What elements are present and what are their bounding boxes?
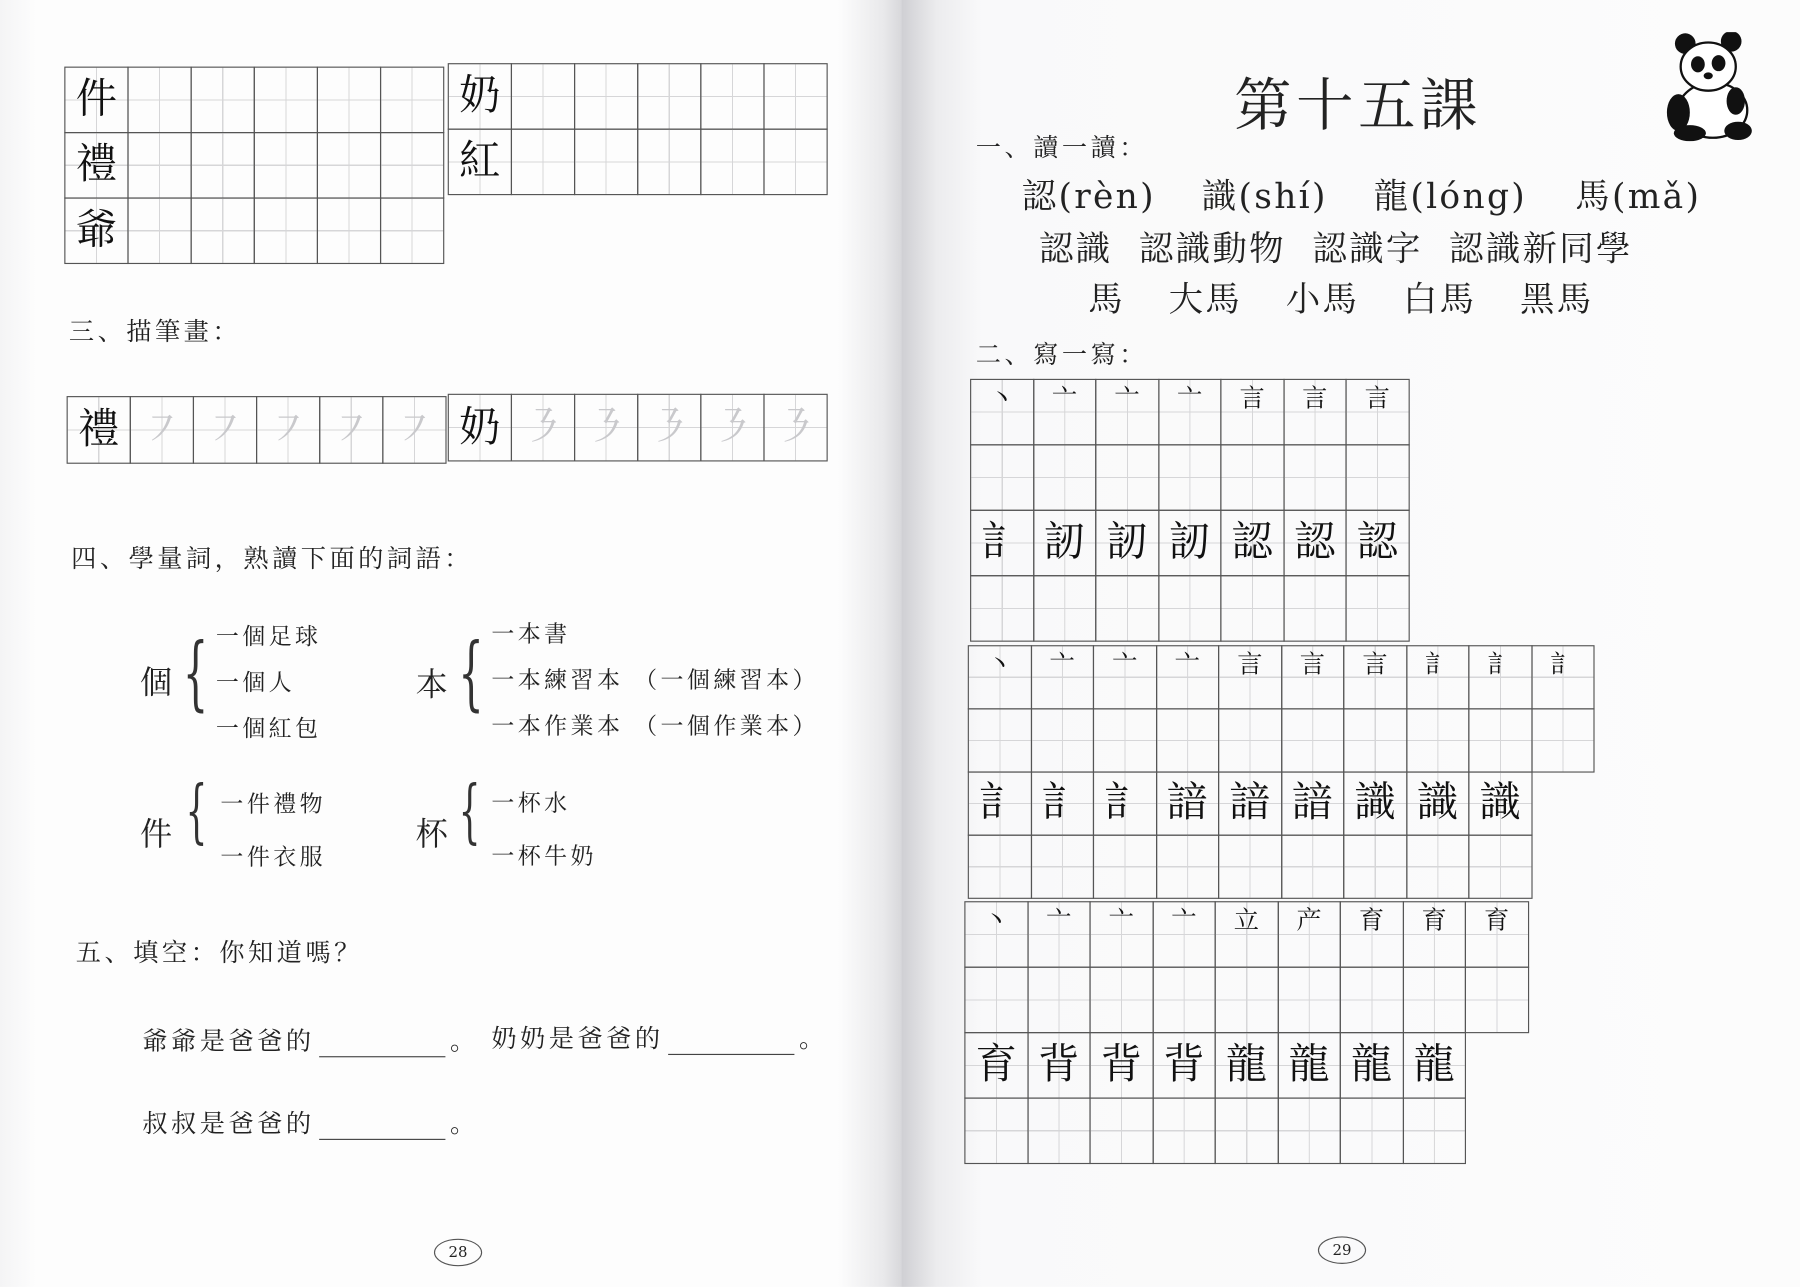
writing-cell[interactable]: [1283, 575, 1347, 642]
writing-cell[interactable]: [1033, 575, 1097, 642]
fill-blank-3: [142, 1104, 478, 1140]
word-item: 認識動物: [1138, 229, 1286, 270]
character-cell: 訒: [1095, 510, 1159, 577]
character-cell: 奶: [448, 394, 512, 462]
writing-cell[interactable]: [1277, 967, 1341, 1034]
writing-cell[interactable]: [1340, 967, 1404, 1034]
writing-cell[interactable]: [1220, 575, 1284, 642]
character-cell: 亠: [1027, 901, 1091, 968]
grid-row: [964, 1032, 1527, 1097]
right-page: [901, 0, 1800, 1287]
writing-cell[interactable]: [763, 63, 827, 130]
writing-cell[interactable]: [1095, 444, 1159, 511]
word-item: 認識新同學: [1449, 229, 1633, 270]
trace-row-a: [67, 396, 446, 463]
writing-cell[interactable]: [1406, 708, 1470, 772]
writing-cell[interactable]: [1089, 1097, 1153, 1164]
character-cell: 言: [1283, 379, 1347, 446]
character-cell: 背: [1152, 1032, 1216, 1099]
writing-cell[interactable]: [1095, 575, 1159, 642]
answer-blank[interactable]: [319, 1116, 445, 1140]
writing-cell[interactable]: [1218, 708, 1282, 772]
grid-row: [970, 575, 1408, 640]
character-cell: 亠: [1089, 901, 1153, 968]
brace-icon: {: [182, 625, 209, 720]
character-cell: 認: [1283, 510, 1347, 577]
section2-heading: 二、寫一寫：: [975, 340, 1149, 370]
character-cell: 背: [1089, 1032, 1153, 1099]
word-item: 黑馬: [1519, 280, 1594, 321]
character-cell: ㇇: [319, 396, 383, 464]
writing-cell[interactable]: [1343, 708, 1407, 772]
writing-cell[interactable]: [1027, 967, 1091, 1034]
writing-cell[interactable]: [127, 197, 191, 264]
grid-row: [968, 708, 1594, 771]
prompt: 叔叔是爸爸的: [142, 1110, 315, 1139]
writing-cell[interactable]: [1465, 967, 1529, 1034]
writing-cell[interactable]: [1215, 967, 1279, 1034]
character-cell: 龍: [1215, 1032, 1279, 1099]
measure-word: 件: [140, 815, 175, 853]
writing-cell[interactable]: [1220, 444, 1284, 511]
prompt: 奶奶是爸爸的: [491, 1025, 664, 1054]
character-cell: 件: [64, 67, 128, 134]
writing-cell[interactable]: [317, 132, 381, 199]
writing-cell[interactable]: [1402, 1097, 1466, 1164]
writing-cell[interactable]: [1468, 708, 1532, 772]
writing-cell[interactable]: [1218, 835, 1282, 899]
brace-icon: {: [458, 625, 484, 720]
writing-cell[interactable]: [1155, 835, 1219, 899]
word-item: 小馬: [1285, 280, 1360, 321]
grid-row: [64, 67, 443, 132]
writing-cell[interactable]: [191, 197, 255, 264]
character-cell: 言: [1343, 645, 1407, 709]
character-cell: 諳: [1218, 771, 1282, 835]
writing-cell[interactable]: [574, 129, 638, 196]
writing-cell[interactable]: [1281, 708, 1345, 772]
writing-cell[interactable]: [1406, 835, 1470, 899]
writing-cell[interactable]: [317, 67, 381, 134]
character-cell: 亠: [1095, 379, 1159, 446]
brace-icon: {: [185, 771, 208, 852]
writing-cell[interactable]: [127, 67, 191, 134]
grid-row: [64, 132, 443, 197]
character-cell: 奶: [448, 63, 512, 130]
writing-cell[interactable]: [1152, 1097, 1216, 1164]
stroke-block-2: [968, 645, 1594, 898]
writing-cell[interactable]: [1531, 708, 1595, 772]
section4-heading: 四、學量詞，熟讀下面的詞語：: [71, 545, 473, 574]
page-number: 29: [1318, 1236, 1366, 1264]
character-cell: 諳: [1281, 771, 1345, 835]
character-cell: 亠: [1152, 901, 1216, 968]
period: 。: [450, 1027, 479, 1057]
writing-cell[interactable]: [1033, 444, 1097, 511]
character-cell: 認: [1345, 510, 1409, 577]
fill-blank-2: [491, 1019, 827, 1055]
practice-grid-b: [448, 63, 827, 194]
writing-cell[interactable]: [1158, 575, 1222, 642]
grid-row: [970, 444, 1408, 509]
character-cell: 言: [1220, 379, 1284, 446]
writing-cell[interactable]: [964, 1097, 1028, 1164]
panda-icon: [1665, 32, 1759, 141]
word-item: 白馬: [1402, 280, 1477, 321]
pinyin-line: [1022, 168, 1702, 219]
character-cell: ㇋: [763, 394, 827, 462]
grid-row: [448, 63, 827, 128]
grid-row: [964, 901, 1527, 966]
pinyin-item: 龍(lóng): [1373, 176, 1528, 217]
section1-heading: 一、讀一讀：: [975, 134, 1149, 164]
writing-cell[interactable]: [254, 67, 318, 134]
character-cell: 龍: [1340, 1032, 1404, 1099]
character-cell: 言: [1218, 645, 1282, 709]
character-cell: 亠: [1033, 379, 1097, 446]
stroke-block-3: [964, 901, 1527, 1163]
character-cell: 訒: [1158, 510, 1222, 577]
grid-row: [64, 197, 443, 262]
character-cell: 龍: [1277, 1032, 1341, 1099]
grid-row: [970, 379, 1408, 444]
writing-cell[interactable]: [380, 197, 444, 264]
list-item: 一個足球: [215, 622, 322, 650]
writing-cell[interactable]: [968, 835, 1032, 899]
grid-row: [448, 394, 827, 461]
writing-cell[interactable]: [574, 63, 638, 130]
practice-grid-a: [64, 67, 443, 263]
character-cell: 丶: [964, 901, 1028, 968]
writing-cell[interactable]: [968, 708, 1032, 772]
writing-cell[interactable]: [970, 444, 1034, 511]
character-cell: ㇇: [382, 396, 446, 464]
character-cell: 言: [1345, 379, 1409, 446]
list-item: 一個人: [215, 668, 296, 696]
writing-cell[interactable]: [1277, 1097, 1341, 1164]
character-cell: 訁: [1406, 645, 1470, 709]
list-item: 一本作業本 （一個作業本）: [491, 711, 819, 740]
list-item: 一件禮物: [220, 789, 327, 818]
list-item: 一本書: [491, 619, 571, 648]
character-cell: 認: [1220, 510, 1284, 577]
list-item: 一件衣服: [220, 842, 327, 871]
writing-cell[interactable]: [637, 63, 701, 130]
writing-cell[interactable]: [1215, 1097, 1279, 1164]
character-cell: 訁: [970, 510, 1034, 577]
writing-cell[interactable]: [511, 63, 575, 130]
character-cell: 識: [1406, 771, 1470, 835]
period: 。: [799, 1025, 828, 1054]
character-cell: 紅: [448, 129, 512, 196]
character-cell: 育: [964, 1032, 1028, 1099]
writing-cell[interactable]: [191, 132, 255, 199]
writing-cell[interactable]: [964, 967, 1028, 1034]
character-cell: 亠: [1030, 645, 1094, 709]
trace-row-b: [448, 394, 827, 461]
character-cell: ㇋: [574, 394, 638, 462]
character-cell: 丶: [968, 645, 1032, 709]
writing-cell[interactable]: [1089, 967, 1153, 1034]
writing-cell[interactable]: [1155, 708, 1219, 772]
lesson-title: 第十五課: [1234, 72, 1483, 139]
words-line-1: [1039, 220, 1633, 271]
writing-cell[interactable]: [254, 197, 318, 264]
character-cell: 言: [1281, 645, 1345, 709]
character-cell: 亠: [1155, 645, 1219, 709]
words-line-2: [1088, 271, 1593, 322]
character-cell: 訒: [1033, 510, 1097, 577]
writing-cell[interactable]: [763, 129, 827, 196]
measure-word: 本: [415, 665, 451, 704]
character-cell: ㇋: [511, 394, 575, 462]
character-cell: 亠: [1093, 645, 1157, 709]
character-cell: 丶: [970, 379, 1034, 446]
writing-cell[interactable]: [1343, 835, 1407, 899]
character-cell: 亠: [1158, 379, 1222, 446]
writing-cell[interactable]: [1345, 444, 1409, 511]
character-cell: 育: [1402, 901, 1466, 968]
character-cell: 訁: [1093, 771, 1157, 835]
writing-cell[interactable]: [637, 129, 701, 196]
writing-cell[interactable]: [1093, 835, 1157, 899]
section5-heading: 五、填空：你知道嗎？: [75, 939, 363, 968]
list-item: 一杯牛奶: [491, 841, 597, 870]
page-number: 28: [434, 1239, 482, 1267]
character-cell: 立: [1215, 901, 1279, 968]
grid-row: [448, 129, 827, 194]
grid-row: [968, 835, 1594, 898]
character-cell: ㇋: [700, 394, 764, 462]
writing-cell[interactable]: [1402, 967, 1466, 1034]
fill-blank-1: [142, 1022, 478, 1058]
writing-cell[interactable]: [254, 132, 318, 199]
brace-icon: {: [458, 771, 481, 852]
writing-cell[interactable]: [1030, 835, 1094, 899]
character-cell: 諳: [1155, 771, 1219, 835]
measure-word: 個: [140, 663, 175, 702]
pinyin-item: 認(rèn): [1021, 176, 1156, 217]
character-cell: ㇋: [637, 394, 701, 462]
character-cell: 禮: [64, 132, 128, 199]
writing-cell[interactable]: [127, 132, 191, 199]
writing-cell[interactable]: [700, 129, 764, 196]
character-cell: 訁: [1030, 771, 1094, 835]
character-cell: 龍: [1402, 1032, 1466, 1099]
writing-cell[interactable]: [1027, 1097, 1091, 1164]
character-cell: 訁: [1531, 645, 1595, 709]
writing-cell[interactable]: [1468, 835, 1532, 899]
grid-row: [968, 645, 1594, 708]
grid-row: [970, 510, 1408, 575]
word-item: 認識: [1038, 229, 1113, 270]
character-cell: 育: [1465, 901, 1529, 968]
writing-cell[interactable]: [700, 63, 764, 130]
stroke-block-1: [970, 379, 1408, 641]
answer-blank[interactable]: [668, 1031, 794, 1055]
grid-row: [964, 967, 1527, 1032]
prompt: 爺爺是爸爸的: [142, 1027, 315, 1057]
character-cell: 背: [1027, 1032, 1091, 1099]
grid-row: [67, 396, 446, 463]
writing-cell[interactable]: [1283, 444, 1347, 511]
answer-blank[interactable]: [319, 1033, 445, 1057]
word-item: 大馬: [1168, 280, 1243, 321]
grid-row: [964, 1097, 1527, 1162]
writing-cell[interactable]: [1030, 708, 1094, 772]
writing-cell[interactable]: [1340, 1097, 1404, 1164]
character-cell: 禮: [67, 396, 131, 464]
character-cell: 爺: [64, 197, 128, 264]
character-cell: ㇇: [130, 396, 194, 464]
character-cell: ㇇: [256, 396, 320, 464]
pinyin-item: 識(shí): [1201, 176, 1328, 217]
pinyin-item: 馬(mǎ): [1575, 176, 1702, 217]
section3-heading: 三、描筆畫：: [68, 317, 242, 347]
character-cell: 訁: [1468, 645, 1532, 709]
character-cell: 訁: [968, 771, 1032, 835]
grid-row: [968, 771, 1594, 834]
writing-cell[interactable]: [380, 132, 444, 199]
word-item: 馬: [1088, 280, 1126, 321]
writing-cell[interactable]: [317, 197, 381, 264]
list-item: 一本練習本 （一個練習本）: [491, 665, 819, 694]
character-cell: 育: [1340, 901, 1404, 968]
character-cell: 識: [1343, 771, 1407, 835]
character-cell: 产: [1277, 901, 1341, 968]
writing-cell[interactable]: [1281, 835, 1345, 899]
writing-cell[interactable]: [1345, 575, 1409, 642]
character-cell: 識: [1468, 771, 1532, 835]
writing-cell[interactable]: [1093, 708, 1157, 772]
character-cell: ㇇: [193, 396, 257, 464]
period: 。: [450, 1110, 479, 1139]
list-item: 一杯水: [491, 788, 571, 817]
writing-cell[interactable]: [970, 575, 1034, 642]
writing-cell[interactable]: [191, 67, 255, 134]
writing-cell[interactable]: [380, 67, 444, 134]
measure-word: 杯: [415, 815, 451, 853]
writing-cell[interactable]: [511, 129, 575, 196]
writing-cell[interactable]: [1152, 967, 1216, 1034]
writing-cell[interactable]: [1158, 444, 1222, 511]
list-item: 一個紅包: [215, 714, 322, 742]
word-item: 認識字: [1312, 229, 1423, 270]
